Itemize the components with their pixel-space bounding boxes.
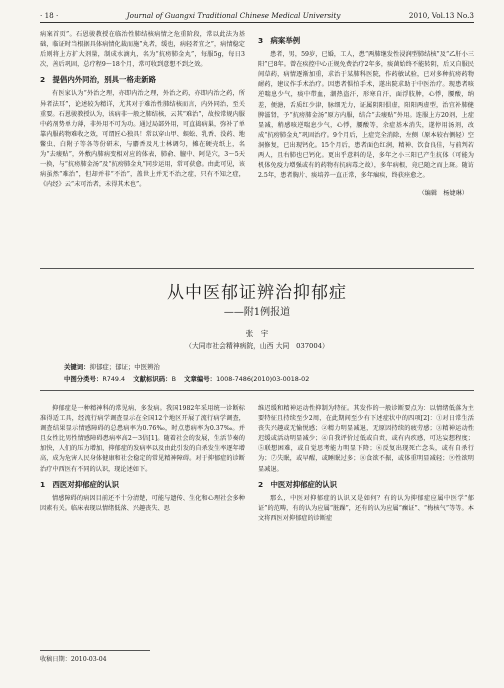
received-date-footnote: 收稿日期：2010-03-04 [40,650,150,663]
bottom-left-column [40,404,245,515]
paragraph: 抑郁症是一种精神科的常见病、多发病。我国1982年采用统一诊断标准得适工具，经流行病学调查显示在全国12个地区开展了流行病学调查，调查结果显示情感障碍的总患病率为0.76‰，时点患病率为0.37‰。并且女性比男性情感障碍患病率高2～3倍[1]。随着社会的发展，生活节奏的加快，人们的压力增加，抑郁症的发病率以及由此引发的自杀发生率逐年增高，成为危害人民身体健康和社会稳定的常见精神障碍。对于抑郁症的诊断治疗中西医有不同的认识，现论述如下。 [40,405,245,473]
page-number: · 18 · [40,10,59,20]
keywords-line [64,362,464,371]
bottom-right-column [258,404,474,525]
keywords-label: 关键词： [64,363,90,371]
editor-signature: （编辑 杨婕琳） [418,190,468,198]
doc-code-label: 文献标识码： [133,375,172,383]
classification-line [64,374,464,383]
section-heading: 1 西医对抑郁症的认识 [40,479,120,489]
paragraph: 那么，中医对抑郁症的认识又是如何？有的认为抑郁症应属中医学“郁证”的范畴，有的认为应属“脏躁”，还有的认为应属“癫证”、“梅核气”等等。本文将西医对抑郁症的诊断症 [258,494,474,522]
clc-code: R749.4 [102,375,126,383]
top-left-column [40,30,245,191]
section-divider [40,268,474,269]
paragraph: 有医家认为“外治之理，亦即内治之理，外治之药，亦即内治之药，所异者法耳”，论述较为精详，尤其对于难治性肺结核而言，内外同治，至关重要。石恩骏教授认为，该病非一般之肺结核，云其“难治”，故按常规内服中药剂势单力薄，非外用不可为功。通过局部外用，可直捣病巢，弥补了单靠内服药物难收之效，可谓匠心独具！常以穿山甲、蜈蚣、乳香、没药、地鳖虫、白附子等各等份研末，与麝香及凡士林调匀，摊在硬壳纸上，名为“去瘘贴”，外敷内肺病变相对应的体表，肺俞、膻中、阿是穴，3～5天一换，与“抗痨肺金汤”及“抗痨肺金丸”同步运用，常可获愈。由此可见，该病虽然“难治”，但却并非“不治”，盖世上并无不治之症，只有不知之症，《内经》云“未可治者，未得其术也”。 [40,90,245,189]
paragraph: 情感障碍的病因目前还不十分清楚，可能与遗传、生化和心理社会多种因素有关。临床表现以情绪低落、兴趣丧失、思 [40,494,245,512]
clc-label: 中图分类号： [64,375,103,383]
top-right-column [258,30,474,199]
article-number: 1008-7486(2010)03-0018-02 [216,375,310,383]
keywords: 抑郁症；郁证；中医辨治 [89,363,160,371]
journal-name: Journal of Guangxi Traditional Chinese Medical University [126,10,341,20]
section-heading: 3 病案举例 [258,36,301,45]
section-heading: 2 中医对抑郁症的认识 [258,479,338,489]
article-title: 从中医郁证辨治抑郁症 [167,283,347,303]
article-number-label: 文章编号： [184,375,217,383]
article-subtitle: ——附1例报道 [223,307,291,318]
author-affiliation: （大同市社会精神病院，山西 大同 037004） [185,342,329,350]
section-divider [40,390,474,391]
issue-info: 2010, Vol.13 No.3 [408,10,474,20]
paragraph: 患者，男，59岁，已婚，工人，患“两肺继发性浸润型肺结核”及“乙肝小三阳”已8年。曾在疾控中心正规免费治疗2年多，痰菌始终不能转阴，后又自服民间草药，病情逐渐加重，求治于某肺科医院，作药敏试验，已对多种抗痨药物耐药，建议作手术治疗。因患者惧怕手术，遂出院求助于中医治疗。现患者咳逆喘息少气，痰中带血，潮热盗汗，形寒自汗，面浮肢肿，心悸，腰酸，纳差，便溏，舌质红少津，脉细无力，证属阴阳俱虚，阳阳两虚型，治宜补肺健脾滋肾，予“抗痨肺金汤”原方内服，结合“去瘘贴”外用。连服上方20剂，上症显减，稍感咳逆喘息少气，心悸，腰酸等，余症基本消失，遂停用汤剂，改成“抗痨肺金丸”巩固治疗。9个月后，上症完全消除，左侧（原本较右侧轻）空洞修复，已出现钙化。15个月后，患者面色红润，精神、饮食良佳，与前判若两人，且右肺也已钙化。更出乎意料的是，多年之小三阳已产生抗体（可能为机体免疫力增强或有的药物有抗病毒之故），多年病根，竟已随之而上斑。随访2.5年，患者胸片、痰培养一直正常，多年痼疾，终获痊愈之。 [258,51,474,180]
section-heading: 2 提倡内外同治，别具一格走新路 [40,75,157,85]
doc-code: B [171,375,176,383]
paragraph: 维迟缓和精神运动性抑制为特征。其发作的一般诊断要点为：以情绪低落为主要特征且持续至少2周，在此期间至少有下述症状中的四项[2]：①对日常生活丧失兴趣或无愉悦感；②精力明显减退，无原因持续的疲劳感；③精神运动性迟缓或活动明显减少；④自我评价过低或自责，或有内疚感，可达妄想程度；⑤联想困难，或自觉思考能力明显下降；⑥反复出现死亡念头，或有自杀行为；⑦失眠，或早醒，或睡眠过多；⑧食欲不振，或体重明显减轻；⑨性欲明显减退。 [258,405,474,473]
paragraph: 病案首页”。石恩骏教授在临治性肺结核病情之危重阶段，常以此法为基础，临证时当根据具体病情化裁而施”丸者，缓也，病轻者宜之”，病情稳定后则将上方扩大剂量，制成水滴丸，名为“抗痨肺金丸”，每服5g，每日3次，善后巩固，总疗程9～18个月，常可收到意想不到之效。 [40,31,245,69]
author-name: 张 宇 [245,329,269,338]
running-header [40,8,474,23]
